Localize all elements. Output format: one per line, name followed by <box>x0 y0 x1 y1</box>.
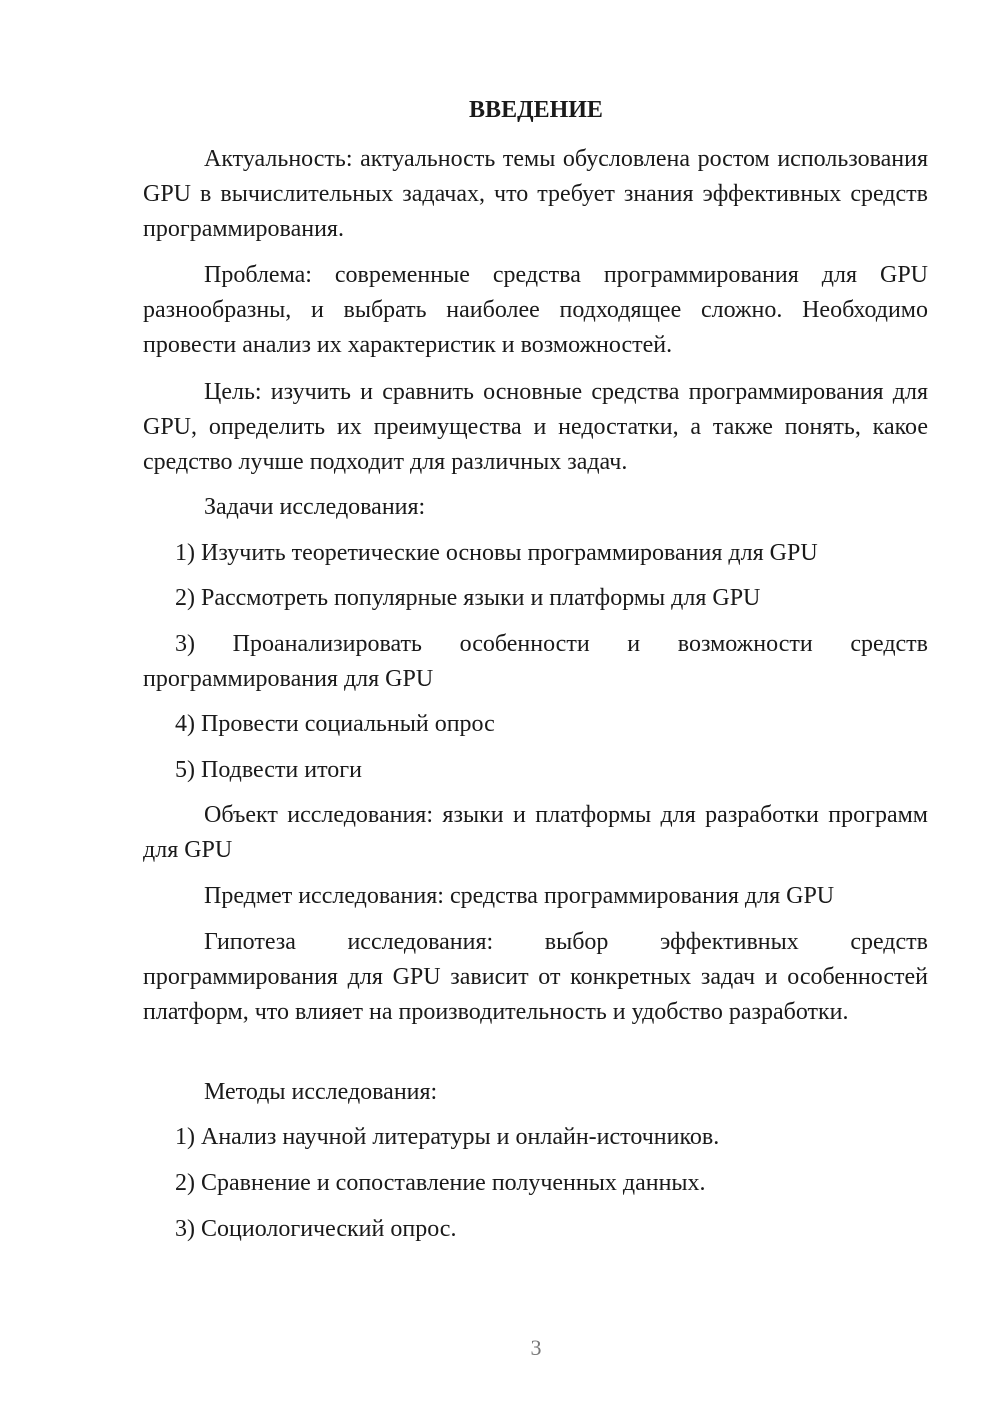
relevance-paragraph: Актуальность: актуальность темы обусловлена ростом использования GPU в вычислительных задачах, что требует знания эффективных средств программирования. <box>143 146 928 242</box>
goal-paragraph: Цель: изучить и сравнить основные средства программирования для GPU, определить их преимущества и недостатки, а также понять, какое средство лучше подходит для различных задач. <box>143 379 928 475</box>
subject-paragraph: Предмет исследования: средства программирования для GPU <box>204 883 835 909</box>
object-paragraph: Объект исследования: языки и платформы для разработки программ для GPU <box>143 802 928 863</box>
task-item: 5) Подвести итоги <box>175 757 362 783</box>
hypothesis-paragraph: Гипотеза исследования: выбор эффективных средств программирования для GPU зависит от конкретных задач и особенностей платформ, что влияет на производительность и удобство разработки. <box>143 929 928 1025</box>
methods-heading: Методы исследования: <box>204 1079 438 1105</box>
task-item: 4) Провести социальный опрос <box>175 711 495 737</box>
task-item: 2) Рассмотреть популярные языки и платформы для GPU <box>175 585 761 611</box>
page-title: ВВЕДЕНИЕ <box>469 97 603 123</box>
method-item: 2) Сравнение и сопоставление полученных данных. <box>175 1170 706 1196</box>
method-item: 1) Анализ научной литературы и онлайн-источников. <box>175 1124 720 1150</box>
task-item: 3) Проанализировать особенности и возможности средств программирования для GPU <box>143 631 928 692</box>
tasks-heading: Задачи исследования: <box>204 494 426 520</box>
problem-paragraph: Проблема: современные средства программирования для GPU разнообразны, и выбрать наиболее подходящее сложно. Необходимо провести анализ их характеристик и возможностей. <box>143 262 928 358</box>
method-item: 3) Социологический опрос. <box>175 1216 457 1242</box>
task-item: 1) Изучить теоретические основы программирования для GPU <box>175 540 818 566</box>
page-number: 3 <box>530 1335 542 1360</box>
